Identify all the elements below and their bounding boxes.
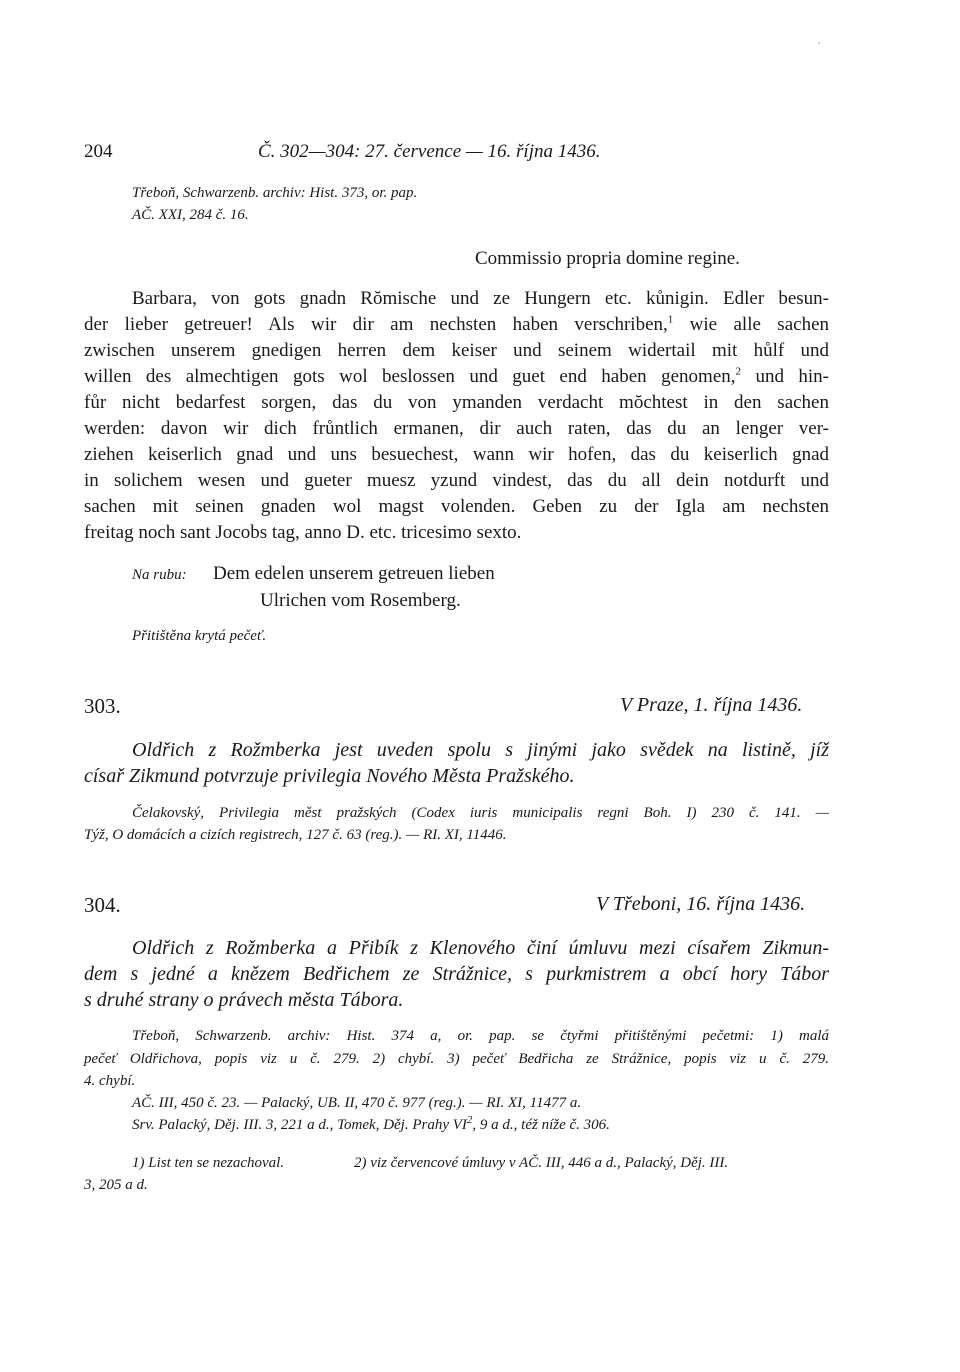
source-line: 4. chybí. xyxy=(84,1073,136,1089)
document-number: 304. xyxy=(84,893,121,917)
text-line xyxy=(84,314,829,336)
address-line: Dem edelen unserem getreuen lieben xyxy=(213,563,495,584)
source-line: pečeť Oldřichova, popis viz u č. 279. 2) chybí. 3) pečeť Bedřicha ze Strážnice, popis viz u č. 279. xyxy=(84,1051,829,1067)
text-line: sachen mit seinen gnaden wol magst volenden. Geben zu der Igla am nechsten xyxy=(84,496,829,517)
text-line: in solichem wesen und gueter muesz yzund vindest, das du all dein notdurft und xyxy=(84,470,829,491)
text-line-part: willen des almechtigen gots wol beslossen und guet end haben genomen,$^2$ und hin- xyxy=(84,365,829,387)
text-line: ziehen keiserlich gnad und uns besuechest, wann wir hofen, das du keiserlich gnad xyxy=(84,444,829,465)
regest-line: dem s jedné a knězem Bedřichem ze Strážnice, s purkmistrem a obcí hory Tábor xyxy=(84,963,829,985)
text-line-part: der lieber getreuer! Als wir dir am nechsten haben verschriben,$^1$ wie alle sachen xyxy=(84,313,829,335)
regest-line: císař Zikmund potvrzuje privilegia Nového Města Pražského. xyxy=(84,765,575,787)
place-date: V Třeboni, 16. října 1436. xyxy=(596,893,806,915)
source-line: Třeboň, Schwarzenb. archiv: Hist. 374 a, or. pap. se čtyřmi přitištěnými pečetmi: 1) malá xyxy=(132,1028,829,1044)
text-line: fůr nicht bedarfest sorgen, das du von ymanden verdacht mŏchtest in den sachen xyxy=(84,392,829,413)
source-line: Týž, O domácích a cizích registrech, 127 č. 63 (reg.). — RI. XI, 11446. xyxy=(84,827,507,843)
text-line: freitag noch sant Jocobs tag, anno D. etc. tricesimo sexto. xyxy=(84,522,522,543)
page-number: 204 xyxy=(84,141,113,162)
speck xyxy=(818,42,820,44)
source-line: Čelakovský, Privilegia měst pražských (Codex iuris municipalis regni Boh. I) 230 č. 141. — xyxy=(132,805,829,821)
source-line: Třeboň, Schwarzenb. archiv: Hist. 373, or. pap. xyxy=(132,185,418,201)
regest-line: Oldřich z Rožmberka a Přibík z Klenového činí úmluvu mezi císařem Zikmun- xyxy=(132,937,829,959)
na-rubu-label: Na rubu: xyxy=(132,567,187,583)
text-line: zwischen unserem gnedigen herren dem keiser und seinem widertail mit hůlf und xyxy=(84,340,829,361)
footnote-1: 1) List ten se nezachoval. xyxy=(132,1155,285,1171)
text-line: werden: davon wir dich frůntlich ermanen, dir auch raten, das du an lenger ver- xyxy=(84,418,829,439)
footnote-2-cont: 3, 205 a d. xyxy=(84,1177,148,1193)
source-line-part: Srv. Palacký, Děj. III. 3, 221 a d., Tomek, Děj. Prahy $VI^2$, 9 a d., též níže č. 306. xyxy=(132,1114,610,1133)
regest-line: Oldřich z Rožmberka jest uveden spolu s jinými jako svědek na listině, jíž xyxy=(132,739,829,761)
footnote-2: 2) viz červencové úmluvy v AČ. III, 446 a d., Palacký, Děj. III. xyxy=(354,1155,729,1171)
commissio-note: Commissio propria domine regine. xyxy=(475,248,740,269)
text-line xyxy=(84,366,829,388)
text-line: Barbara, von gots gnadn Rŏmische und ze Hungern etc. kůnigin. Edler besun- xyxy=(132,288,829,309)
address-line: Ulrichen vom Rosemberg. xyxy=(260,590,461,611)
seal-note: Přitištěna krytá pečeť. xyxy=(132,628,267,644)
source-line: AČ. III, 450 č. 23. — Palacký, UB. II, 470 č. 977 (reg.). — RI. XI, 11477 a. xyxy=(132,1095,582,1111)
regest-line: s druhé strany o právech města Tábora. xyxy=(84,989,404,1011)
source-line xyxy=(132,1114,610,1134)
source-line: AČ. XXI, 284 č. 16. xyxy=(132,207,249,223)
document-number: 303. xyxy=(84,694,121,718)
place-date: V Praze, 1. října 1436. xyxy=(620,694,803,716)
running-title: Č. 302—304: 27. července — 16. října 1436. xyxy=(258,141,601,162)
